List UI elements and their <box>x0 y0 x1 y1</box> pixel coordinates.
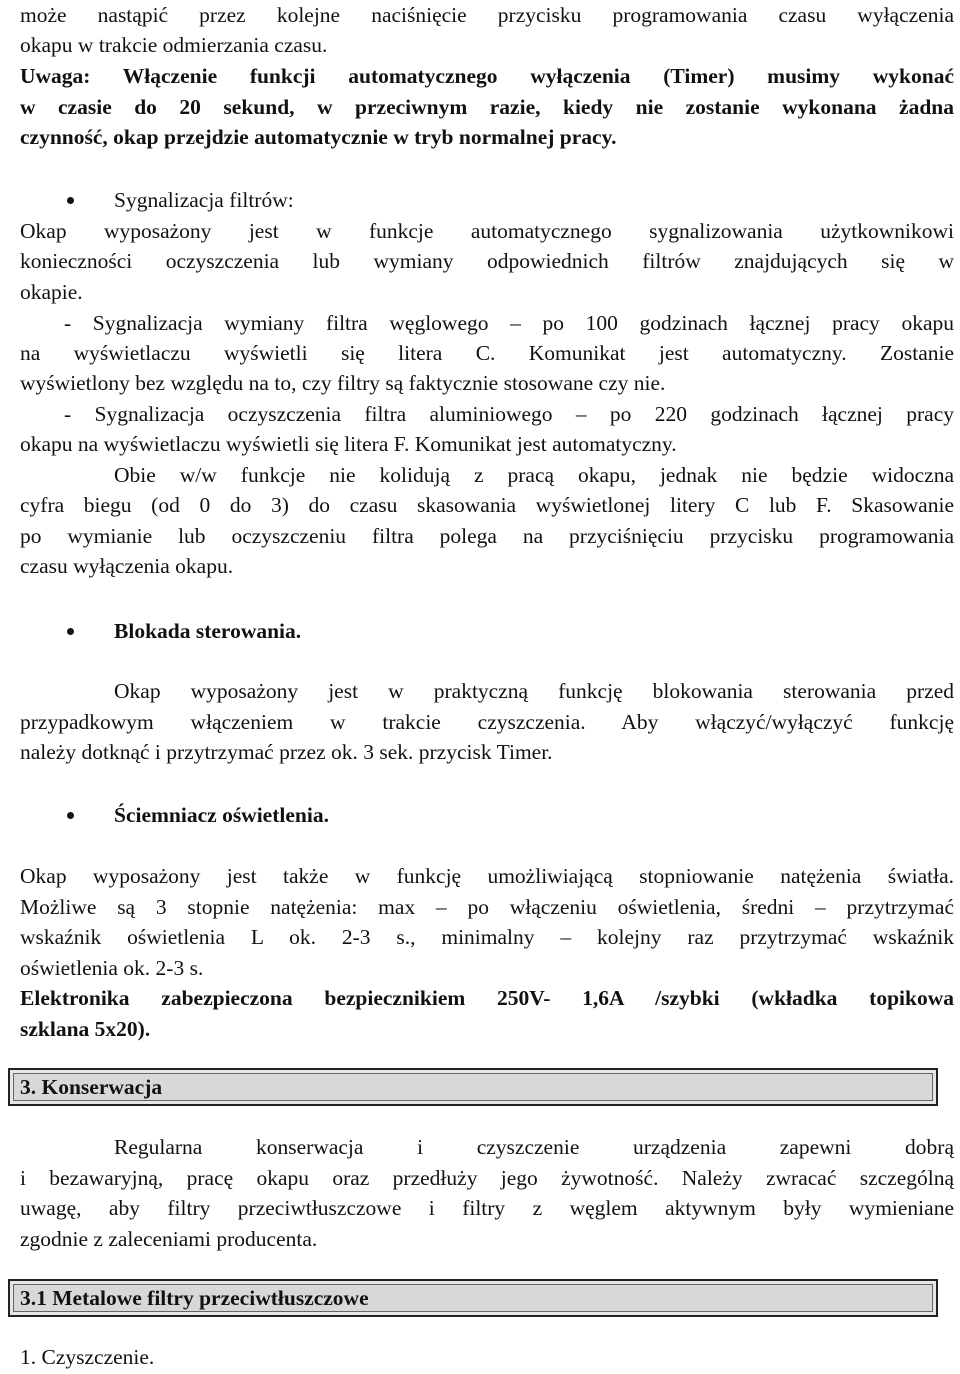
paragraph-line: Możliwe są 3 stopnie natężenia: max – po włączeniu oświetlenia, średni – przytrzymać <box>20 895 954 919</box>
bullet-icon <box>67 197 74 204</box>
paragraph-line: Obie w/w funkcje nie kolidują z pracą okapu, jednak nie będzie widoczna <box>114 463 954 487</box>
bullet-icon <box>67 628 74 635</box>
section-header-box <box>8 1068 938 1106</box>
paragraph-line: po wymianie lub oczyszczeniu filtra polega na przyciśnięciu przycisku programowania <box>20 524 954 548</box>
paragraph-line: okapie. <box>20 280 83 304</box>
paragraph-line: konieczności oczyszczenia lub wymiany odpowiednich filtrów znajdujących się w <box>20 249 954 273</box>
paragraph-line: oświetlenia ok. 2-3 s. <box>20 956 204 980</box>
warning-line: w czasie do 20 sekund, w przeciwnym razie, kiedy nie zostanie wykonana żadna <box>20 95 954 119</box>
section-header-box <box>8 1279 938 1317</box>
paragraph-line: i bezawaryjną, pracę okapu oraz przedłuży jego żywotność. Należy zwracać szczególną <box>20 1166 954 1190</box>
paragraph-line: Regularna konserwacja i czyszczenie urządzenia zapewni dobrą <box>114 1135 954 1159</box>
list-item: 1. Czyszczenie. <box>20 1345 155 1369</box>
section-heading-lock: Blokada sterowania. <box>114 619 302 643</box>
intro-line: okapu w trakcie odmierzania czasu. <box>20 33 328 57</box>
paragraph-line: uwagę, aby filtry przeciwtłuszczowe i filtry z węglem aktywnym były wymieniane <box>20 1196 954 1220</box>
section-title: 3.1 Metalowe filtry przeciwtłuszczowe <box>20 1286 369 1310</box>
warning-line: Uwaga: Włączenie funkcji automatycznego wyłączenia (Timer) musimy wykonać <box>20 64 954 88</box>
paragraph-line: wskaźnik oświetlenia L ok. 2-3 s., minimalny – kolejny raz przytrzymać wskaźnik <box>20 925 954 949</box>
paragraph-line: należy dotknąć i przytrzymać przez ok. 3 sek. przycisk Timer. <box>20 740 553 764</box>
section-heading-dimmer: Ściemniacz oświetlenia. <box>114 803 329 827</box>
fuse-note-line: szklana 5x20). <box>20 1017 151 1041</box>
paragraph-line: na wyświetlaczu wyświetli się litera C. Komunikat jest automatyczny. Zostanie <box>20 341 954 365</box>
paragraph-line: Okap wyposażony jest w praktyczną funkcję blokowania sterowania przed <box>114 679 954 703</box>
intro-line: może nastąpić przez kolejne naciśnięcie przycisku programowania czasu wyłączenia <box>20 3 954 27</box>
warning-line: czynność, okap przejdzie automatycznie w tryb normalnej pracy. <box>20 125 617 149</box>
paragraph-line: czasu wyłączenia okapu. <box>20 554 234 578</box>
paragraph-line: cyfra biegu (od 0 do 3) do czasu skasowania wyświetlonej litery C lub F. Skasowanie <box>20 493 954 517</box>
paragraph-line: - Sygnalizacja wymiany filtra węglowego – po 100 godzinach łącznej pracy okapu <box>64 311 954 335</box>
section-heading-filters: Sygnalizacja filtrów: <box>114 188 294 212</box>
fuse-note-line: Elektronika zabezpieczona bezpiecznikiem 250V- 1,6A /szybki (wkładka topikowa <box>20 986 954 1010</box>
paragraph-line: wyświetlony bez względu na to, czy filtry są faktycznie stosowane czy nie. <box>20 371 666 395</box>
section-title: 3. Konserwacja <box>20 1075 163 1099</box>
paragraph-line: Okap wyposażony jest w funkcje automatycznego sygnalizowania użytkownikowi <box>20 219 954 243</box>
paragraph-line: przypadkowym włączeniem w trakcie czyszczenia. Aby włączyć/wyłączyć funkcję <box>20 710 954 734</box>
paragraph-line: - Sygnalizacja oczyszczenia filtra aluminiowego – po 220 godzinach łącznej pracy <box>64 402 954 426</box>
bullet-icon <box>67 812 74 819</box>
paragraph-line: zgodnie z zaleceniami producenta. <box>20 1227 318 1251</box>
paragraph-line: Okap wyposażony jest także w funkcję umożliwiającą stopniowanie natężenia światła. <box>20 864 954 888</box>
paragraph-line: okapu na wyświetlaczu wyświetli się litera F. Komunikat jest automatyczny. <box>20 432 677 456</box>
